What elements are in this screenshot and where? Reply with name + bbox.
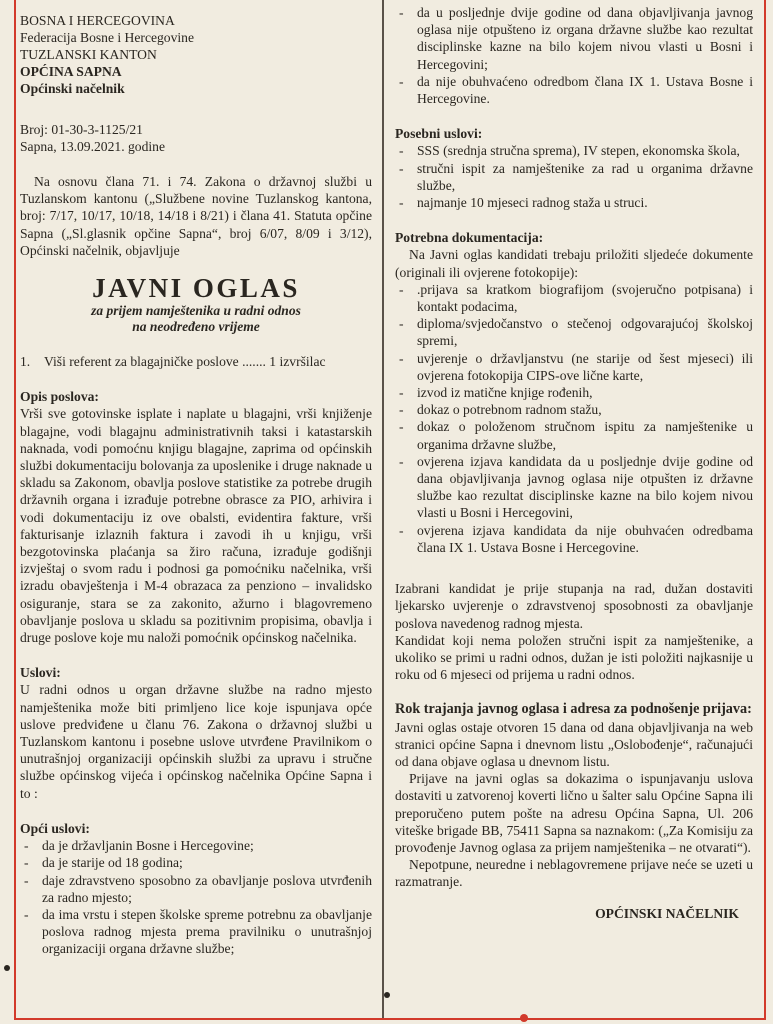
special-conditions-list [395,142,753,211]
deadline-paragraph-1: Javni oglas ostaje otvoren 15 dana od dana objavljivanja na web stranici općine Sapna i dnevnom listu „Oslobođenje“, računajući od dana objave oglasa u dnevnom listu. [395,719,753,769]
list-item: - da je državljanin Bosne i Hercegovine; [20,837,372,854]
deadline-paragraph-2: Prijave na javni oglas sa dokazima o ispunjavanju uslova dostaviti u zatvorenoj koverti lično u šalter salu Općine Sapna ili preporučeno putem pošte na adresu Općina Sapna, Ul. 206 viteške brigade BB, 75411 Sapna sa naznakom: („Za Komisiju za provođenje Javnog oglasa za prijem namještenika – ne otvarati“). [395,771,753,855]
print-dot [520,1014,528,1022]
deadline-heading: Rok trajanja javnog oglasa i adresa za podnošenje prijava: [395,701,752,718]
notice-subtitle-2: na neodređeno vrijeme [132,319,260,335]
list-item: - dokaz o potrebnom radnom stažu, [395,401,753,418]
list-item: - dokaz o položenom stručnom ispitu za namještenike u organima državne službe, [395,418,753,452]
list-item: - daje zdravstveno sposobno za obavljanje poslova utvrđenih za radno mjesto; [20,872,372,906]
general-conditions-heading: Opći uslovi: [20,820,90,836]
right-column [395,4,753,922]
list-item: - ovjerena izjava kandidata da u posljednje dvije godine od dana objavljivanja javnog oglasa nije otpušten iz državne službe kao rezultat disciplinske kazne na bilo kojem nivou vlasti u Bosni i Hercegovini, [395,453,753,522]
special-conditions-heading: Posebni uslovi: [395,126,483,142]
list-item: - diploma/svjedočanstvo o stečenoj odgovarajućoj školskoj spremi, [395,315,753,349]
list-item: - da ima vrstu i stepen školske spreme potrebnu za obavljanje poslova radnog mjesta prema pravilniku o unutrašnjoj organizaciji organa državne službe; [20,906,372,958]
reference-number: Broj: 01-30-3-1125/21 [20,122,143,137]
conditions-text: U radni odnos u organ državne službe na radno mjesto namještenika može biti primljeno lice koje ispunjava opće uslove predviđene u članu 76. Zakona o državnoj službi u Tuzlanskom kantonu i posebne uslove utvrđene Pravilnikom o unutrašnjoj organizaciji općinskih službi za upravu i stručne službe općinskog vijeća i općinskog načelnika Općine Sapna i to : [20,682,372,801]
list-item: - stručni ispit za namještenike za rad u organima državne službe, [395,160,753,194]
left-column [20,12,372,958]
list-item: - SSS (srednja stručna sprema), IV stepen, ekonomska škola, [395,142,753,159]
job-description-text: Vrši sve gotovinske isplate i naplate u blagajni, vrši knjiženje blagajne, vodi blagajnu administrativnih taksi i katastarskih naknada, vodi pomoćnu knjigu blagajne, zaprima od općinskih službi dokumentaciju bolovanja za uposlenike i druge naknade u skladu sa Zakonom, obavlja poslove statistike za potrebe drugih državnih organa i izrađuje potrebne obrasce za PIO, arhivira i vodi dokumentaciju iz ove obalsti, evidentira fakture, vrši fakturisanje izlaznih faktura i zavodi ih u knjigu, vrši bezgotovinska plaćanja sa žiro računa, izrađuje godišnji izvještaj o svom radu i podnosi ga pomoćniku načelnika, vrši izradu obavještenja i M-4 obrazaca za penziono – invalidsko osiguranje, stara se za zakonito, ažurno i blagovremeno obavljanje poslova u skladu sa pozitivnim propisima, obavlja i druge poslove koje mu naloži pomoćnik općinskog načelnika. [20,406,372,646]
header-country: BOSNA I HERCEGOVINA [20,13,175,28]
position-number: 1. [20,354,31,370]
professional-exam-note: Kandidat koji nema položen stručni ispit za namještenike, a ukoliko se primi u radni odnos, dužan je isti položiti najkasnije u roku od 6 mjeseci od prijema u radni odnos. [395,632,753,683]
list-item: - da nije obuhvaćeno odredbom člana IX 1. Ustava Bosne i Hercegovine. [395,73,753,107]
general-conditions-list [20,837,372,957]
documents-list [395,281,753,556]
print-dot [4,965,10,971]
signature: OPĆINSKI NAČELNIK [595,905,739,921]
documents-heading: Potrebna dokumentacija: [395,230,544,246]
medical-certificate-note: Izabrani kandidat je prije stupanja na rad, dužan dostaviti ljekarsko uvjerenje o zdravstvenoj sposobnosti za obavljanje poslova navedenog radnog mjesta. [395,581,753,631]
header-municipality: OPĆINA SAPNA [20,64,122,79]
list-item: - najmanje 10 mjeseci radnog staža u struci. [395,194,753,211]
general-conditions-list-continued [395,4,753,107]
column-divider [382,0,384,1018]
print-dot [384,992,390,998]
job-description-heading: Opis poslova: [20,389,99,405]
header-canton: TUZLANSKI KANTON [20,47,157,62]
list-item: - da je starije od 18 godina; [20,854,372,871]
position-line [20,353,372,370]
header-office: Općinski načelnik [20,81,125,96]
list-item: - ovjerena izjava kandidata da nije obuhvaćen odredbama člana IX 1. Ustava Bosne i Hercegovine. [395,522,753,556]
list-item: - .prijava sa kratkom biografijom (svojeručno potpisana) i kontakt podacima, [395,281,753,315]
list-item: - uvjerenje o državljanstvu (ne starije od šest mjeseci) ili ovjerena fotokopija CIPS-ove lične karte, [395,350,753,384]
documents-intro: Na Javni oglas kandidati trebaju priložiti sljedeće dokumente (originali ili ovjerene fotokopije): [395,247,753,280]
list-item: - da u posljednje dvije godine od dana objavljivanja javnog oglasa nije otpušteno iz organa državne službe kao rezultat disciplinske kazne na bilo kojem nivou vlasti u Bosni i Hercegovini; [395,4,753,73]
header-federation: Federacija Bosne i Hercegovine [20,30,195,45]
position-text: Viši referent za blagajničke poslove ....... 1 izvršilac [44,354,326,370]
intro-paragraph: Na osnovu člana 71. i 74. Zakona o državnoj službi u Tuzlanskom kantonu („Službene novine Tuzlanskog kantona, broj: 7/17, 10/17, 10/18, 14/18 i 8/21) i člana 41. Statuta opčine Sapna („Sl.glasnik opčine Sapna“, broj 6/07, 8/09 i 3/12), Općinski načelnik, objavljuje [20,174,372,258]
list-item: - izvod iz matične knjige rođenih, [395,384,753,401]
notice-subtitle-1: za prijem namještenika u radni odnos [91,303,301,319]
conditions-heading: Uslovi: [20,665,61,681]
notice-date: Sapna, 13.09.2021. godine [20,139,165,154]
deadline-paragraph-3: Nepotpune, neuredne i neblagovremene prijave neće se uzeti u razmatranje. [395,857,753,890]
notice-title: JAVNI OGLAS [92,273,300,304]
